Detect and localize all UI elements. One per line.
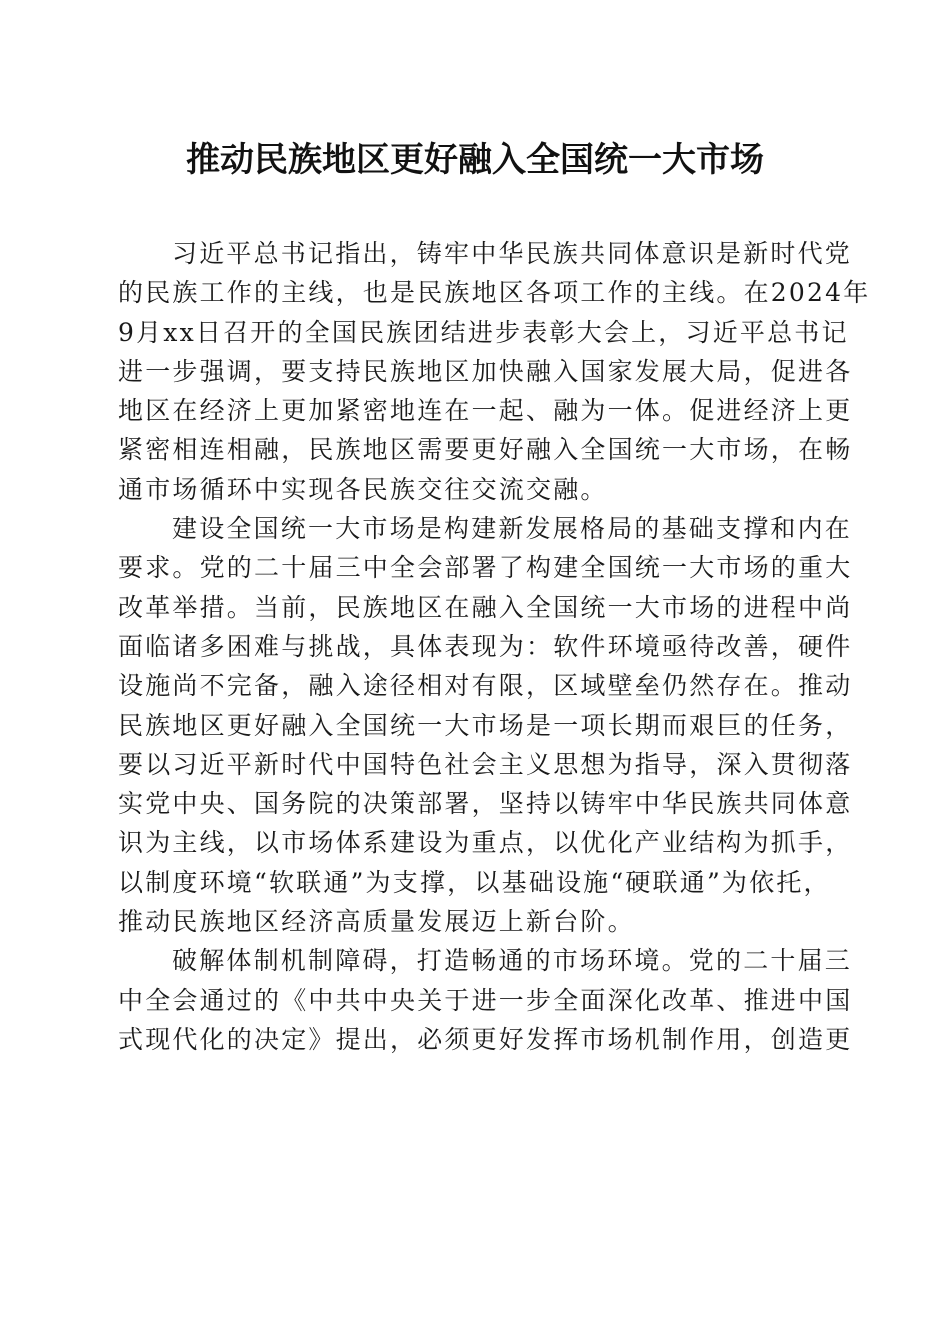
document-body <box>118 234 871 1059</box>
text-line: 识为主线，以市场体系建设为重点，以优化产业结构为抓手， <box>118 828 853 858</box>
text-line: 紧密相连相融，民族地区需要更好融入全国统一大市场，在畅 <box>118 435 853 465</box>
text-line: 实党中央、国务院的决策部署，坚持以铸牢中华民族共同体意 <box>118 789 853 819</box>
text-line: 面临诸多困难与挑战，具体表现为：软件环境亟待改善，硬件 <box>118 631 853 661</box>
text-line: 中全会通过的《中共中央关于进一步全面深化改革、推进中国 <box>118 985 853 1015</box>
text-line: 9月xx日召开的全国民族团结进步表彰大会上，习近平总书记 <box>118 317 849 347</box>
text-line: 习近平总书记指出，铸牢中华民族共同体意识是新时代党 <box>172 239 853 268</box>
text-line: 破解体制机制障碍，打造畅通的市场环境。党的二十届三 <box>172 946 853 976</box>
text-line: 推动民族地区经济高质量发展迈上新台阶。 <box>118 907 635 937</box>
document-title: 推动民族地区更好融入全国统一大市场 <box>186 140 764 180</box>
text-line: 地区在经济上更加紧密地连在一起、融为一体。促进经济上更 <box>118 396 853 426</box>
text-line: 通市场循环中实现各民族交往交流交融。 <box>118 474 608 504</box>
text-line: 改革举措。当前，民族地区在融入全国统一大市场的进程中尚 <box>118 592 853 622</box>
text-line: 以制度环境“软联通”为支撑，以基础设施“硬联通”为依托， <box>118 867 831 897</box>
text-line: 设施尚不完备，融入途径相对有限，区域壁垒仍然存在。推动 <box>118 671 853 701</box>
text-line: 民族地区更好融入全国统一大市场是一项长期而艰巨的任务， <box>118 710 853 740</box>
paragraph-2 <box>118 509 853 941</box>
text-line: 要求。党的二十届三中全会部署了构建全国统一大市场的重大 <box>118 553 853 583</box>
paragraph-1 <box>118 234 871 509</box>
text-line: 进一步强调，要支持民族地区加快融入国家发展大局，促进各 <box>118 356 853 386</box>
text-line: 要以习近平新时代中国特色社会主义思想为指导，深入贯彻落 <box>118 749 853 779</box>
text-line: 的民族工作的主线，也是民族地区各项工作的主线。在2024年 <box>118 278 871 308</box>
text-line: 式现代化的决定》提出，必须更好发挥市场机制作用，创造更 <box>118 1024 853 1054</box>
text-line: 建设全国统一大市场是构建新发展格局的基础支撑和内在 <box>172 514 853 544</box>
paragraph-3 <box>118 941 853 1059</box>
